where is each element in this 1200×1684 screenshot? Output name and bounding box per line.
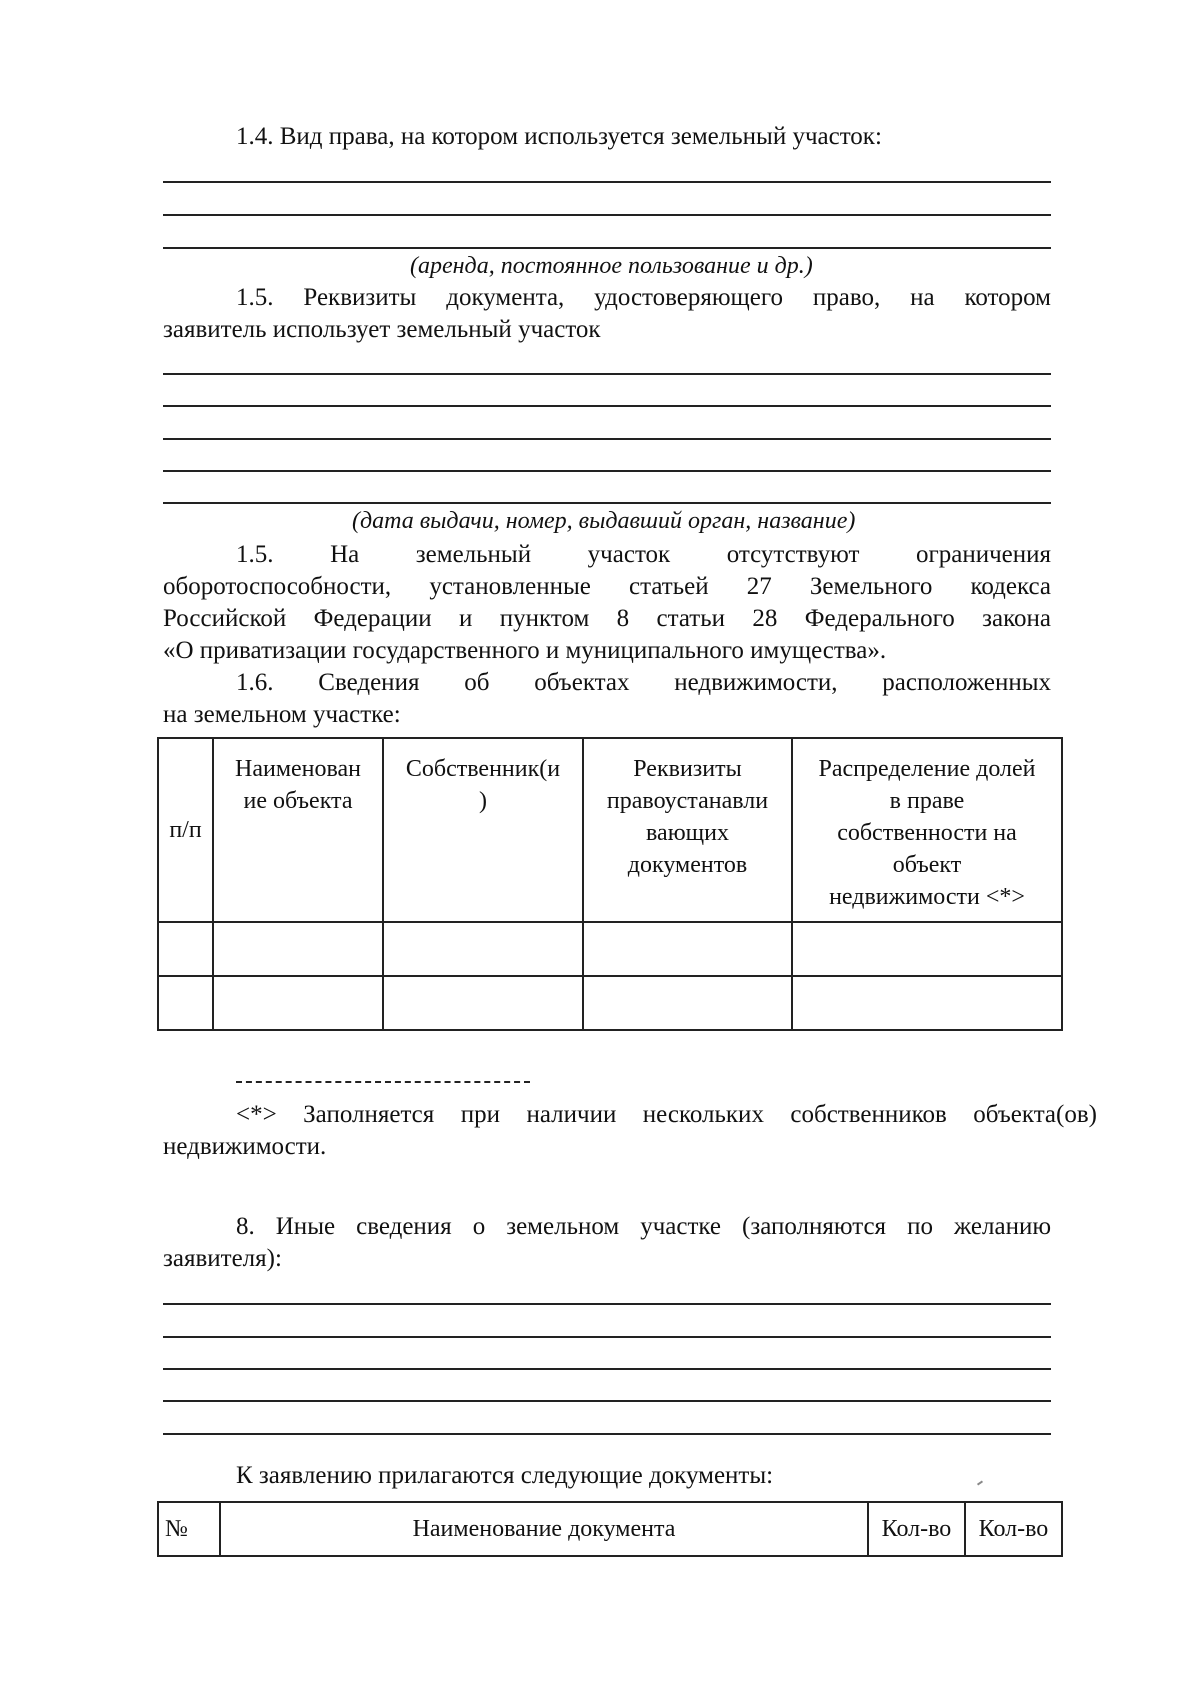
document-details-caption: (дата выдачи, номер, выдавший орган, название)	[352, 508, 856, 534]
fill-line	[163, 214, 1051, 216]
header-share-line: недвижимости <*>	[829, 884, 1025, 910]
attachments-table	[157, 1501, 1063, 1557]
section-1-4-heading: 1.4. Вид права, на котором используется земельный участок:	[236, 123, 882, 150]
table-cell[interactable]	[383, 922, 583, 976]
fill-line	[163, 470, 1051, 472]
header-doc-number	[158, 1502, 220, 1556]
header-qty-2	[965, 1502, 1062, 1556]
section-1-5b-line2: оборотоспособности, установленные статьей 27 Земельного кодекса	[163, 573, 1051, 600]
table-cell[interactable]	[213, 976, 383, 1030]
header-num-text: п/п	[169, 817, 202, 843]
header-share-line: собственности на	[837, 820, 1017, 846]
section-1-5-line2: заявитель использует земельный участок	[163, 316, 601, 343]
section-1-6-line1: 1.6. Сведения об объектах недвижимости, расположенных	[236, 669, 1051, 696]
footnote-line2: недвижимости.	[163, 1133, 327, 1160]
fill-line	[163, 1368, 1051, 1370]
table-cell[interactable]	[792, 922, 1062, 976]
fill-line	[163, 1433, 1051, 1435]
fill-line	[163, 438, 1051, 440]
fill-line	[163, 373, 1051, 375]
header-doc-number-text: №	[165, 1516, 188, 1542]
table-cell[interactable]	[213, 922, 383, 976]
fill-line	[163, 1336, 1051, 1338]
section-1-6-line2: на земельном участке:	[163, 701, 401, 728]
real-estate-objects-table	[157, 737, 1063, 1031]
table-cell[interactable]	[383, 976, 583, 1030]
footnote-separator	[236, 1081, 530, 1083]
scan-speck	[977, 1480, 983, 1485]
section-1-5-line1: 1.5. Реквизиты документа, удостоверяющего право, на котором	[236, 284, 1051, 311]
header-object-name-line: Наименован	[234, 756, 362, 782]
attachments-header-row	[158, 1502, 1062, 1556]
header-owners-line: Собственник(и	[405, 756, 561, 782]
table-cell[interactable]	[583, 976, 792, 1030]
section-8-line2: заявителя):	[163, 1245, 282, 1272]
right-type-caption: (аренда, постоянное пользование и др.)	[410, 253, 813, 279]
fill-line	[163, 502, 1051, 504]
fill-line	[163, 1400, 1051, 1402]
section-1-5b-line4: «О приватизации государственного и муниципального имущества».	[163, 637, 887, 664]
header-num	[158, 738, 213, 922]
header-doc-name-text: Наименование документа	[412, 1516, 676, 1542]
header-qty-2-text: Кол-во	[978, 1516, 1049, 1542]
fill-line	[163, 405, 1051, 407]
header-share-line: в праве	[889, 788, 965, 814]
table-cell[interactable]	[792, 976, 1062, 1030]
table-header-row	[158, 738, 1062, 922]
fill-line	[163, 1303, 1051, 1305]
header-share-line: Распределение долей	[818, 756, 1036, 782]
fill-line	[163, 247, 1051, 249]
header-title-documents-line: вающих	[646, 820, 729, 846]
table-row	[158, 976, 1062, 1030]
section-1-5b-line1: 1.5. На земельный участок отсутствуют ограничения	[236, 541, 1051, 568]
header-share-distribution	[792, 738, 1062, 922]
section-1-5b-line3: Российской Федерации и пунктом 8 статьи 28 Федерального закона	[163, 605, 1051, 632]
header-title-documents-line: документов	[627, 852, 748, 878]
header-owners-line: )	[479, 788, 487, 814]
header-doc-name	[220, 1502, 868, 1556]
header-title-documents-line: Реквизиты	[633, 756, 742, 782]
header-title-documents-line: правоустанавли	[606, 788, 769, 814]
attachments-intro: К заявлению прилагаются следующие документы:	[236, 1462, 774, 1489]
fill-line	[163, 181, 1051, 183]
table-cell[interactable]	[158, 922, 213, 976]
header-object-name-line: ие объекта	[243, 788, 353, 814]
footnote-line1: <*> Заполняется при наличии нескольких собственников объекта(ов)	[236, 1101, 1097, 1128]
table-cell[interactable]	[583, 922, 792, 976]
header-title-documents	[583, 738, 792, 922]
section-8-line1: 8. Иные сведения о земельном участке (заполняются по желанию	[236, 1213, 1051, 1240]
header-object-name	[213, 738, 383, 922]
header-share-line: объект	[892, 852, 962, 878]
header-qty-1	[868, 1502, 965, 1556]
header-qty-1-text: Кол-во	[881, 1516, 952, 1542]
table-row	[158, 922, 1062, 976]
table-cell[interactable]	[158, 976, 213, 1030]
header-owners	[383, 738, 583, 922]
